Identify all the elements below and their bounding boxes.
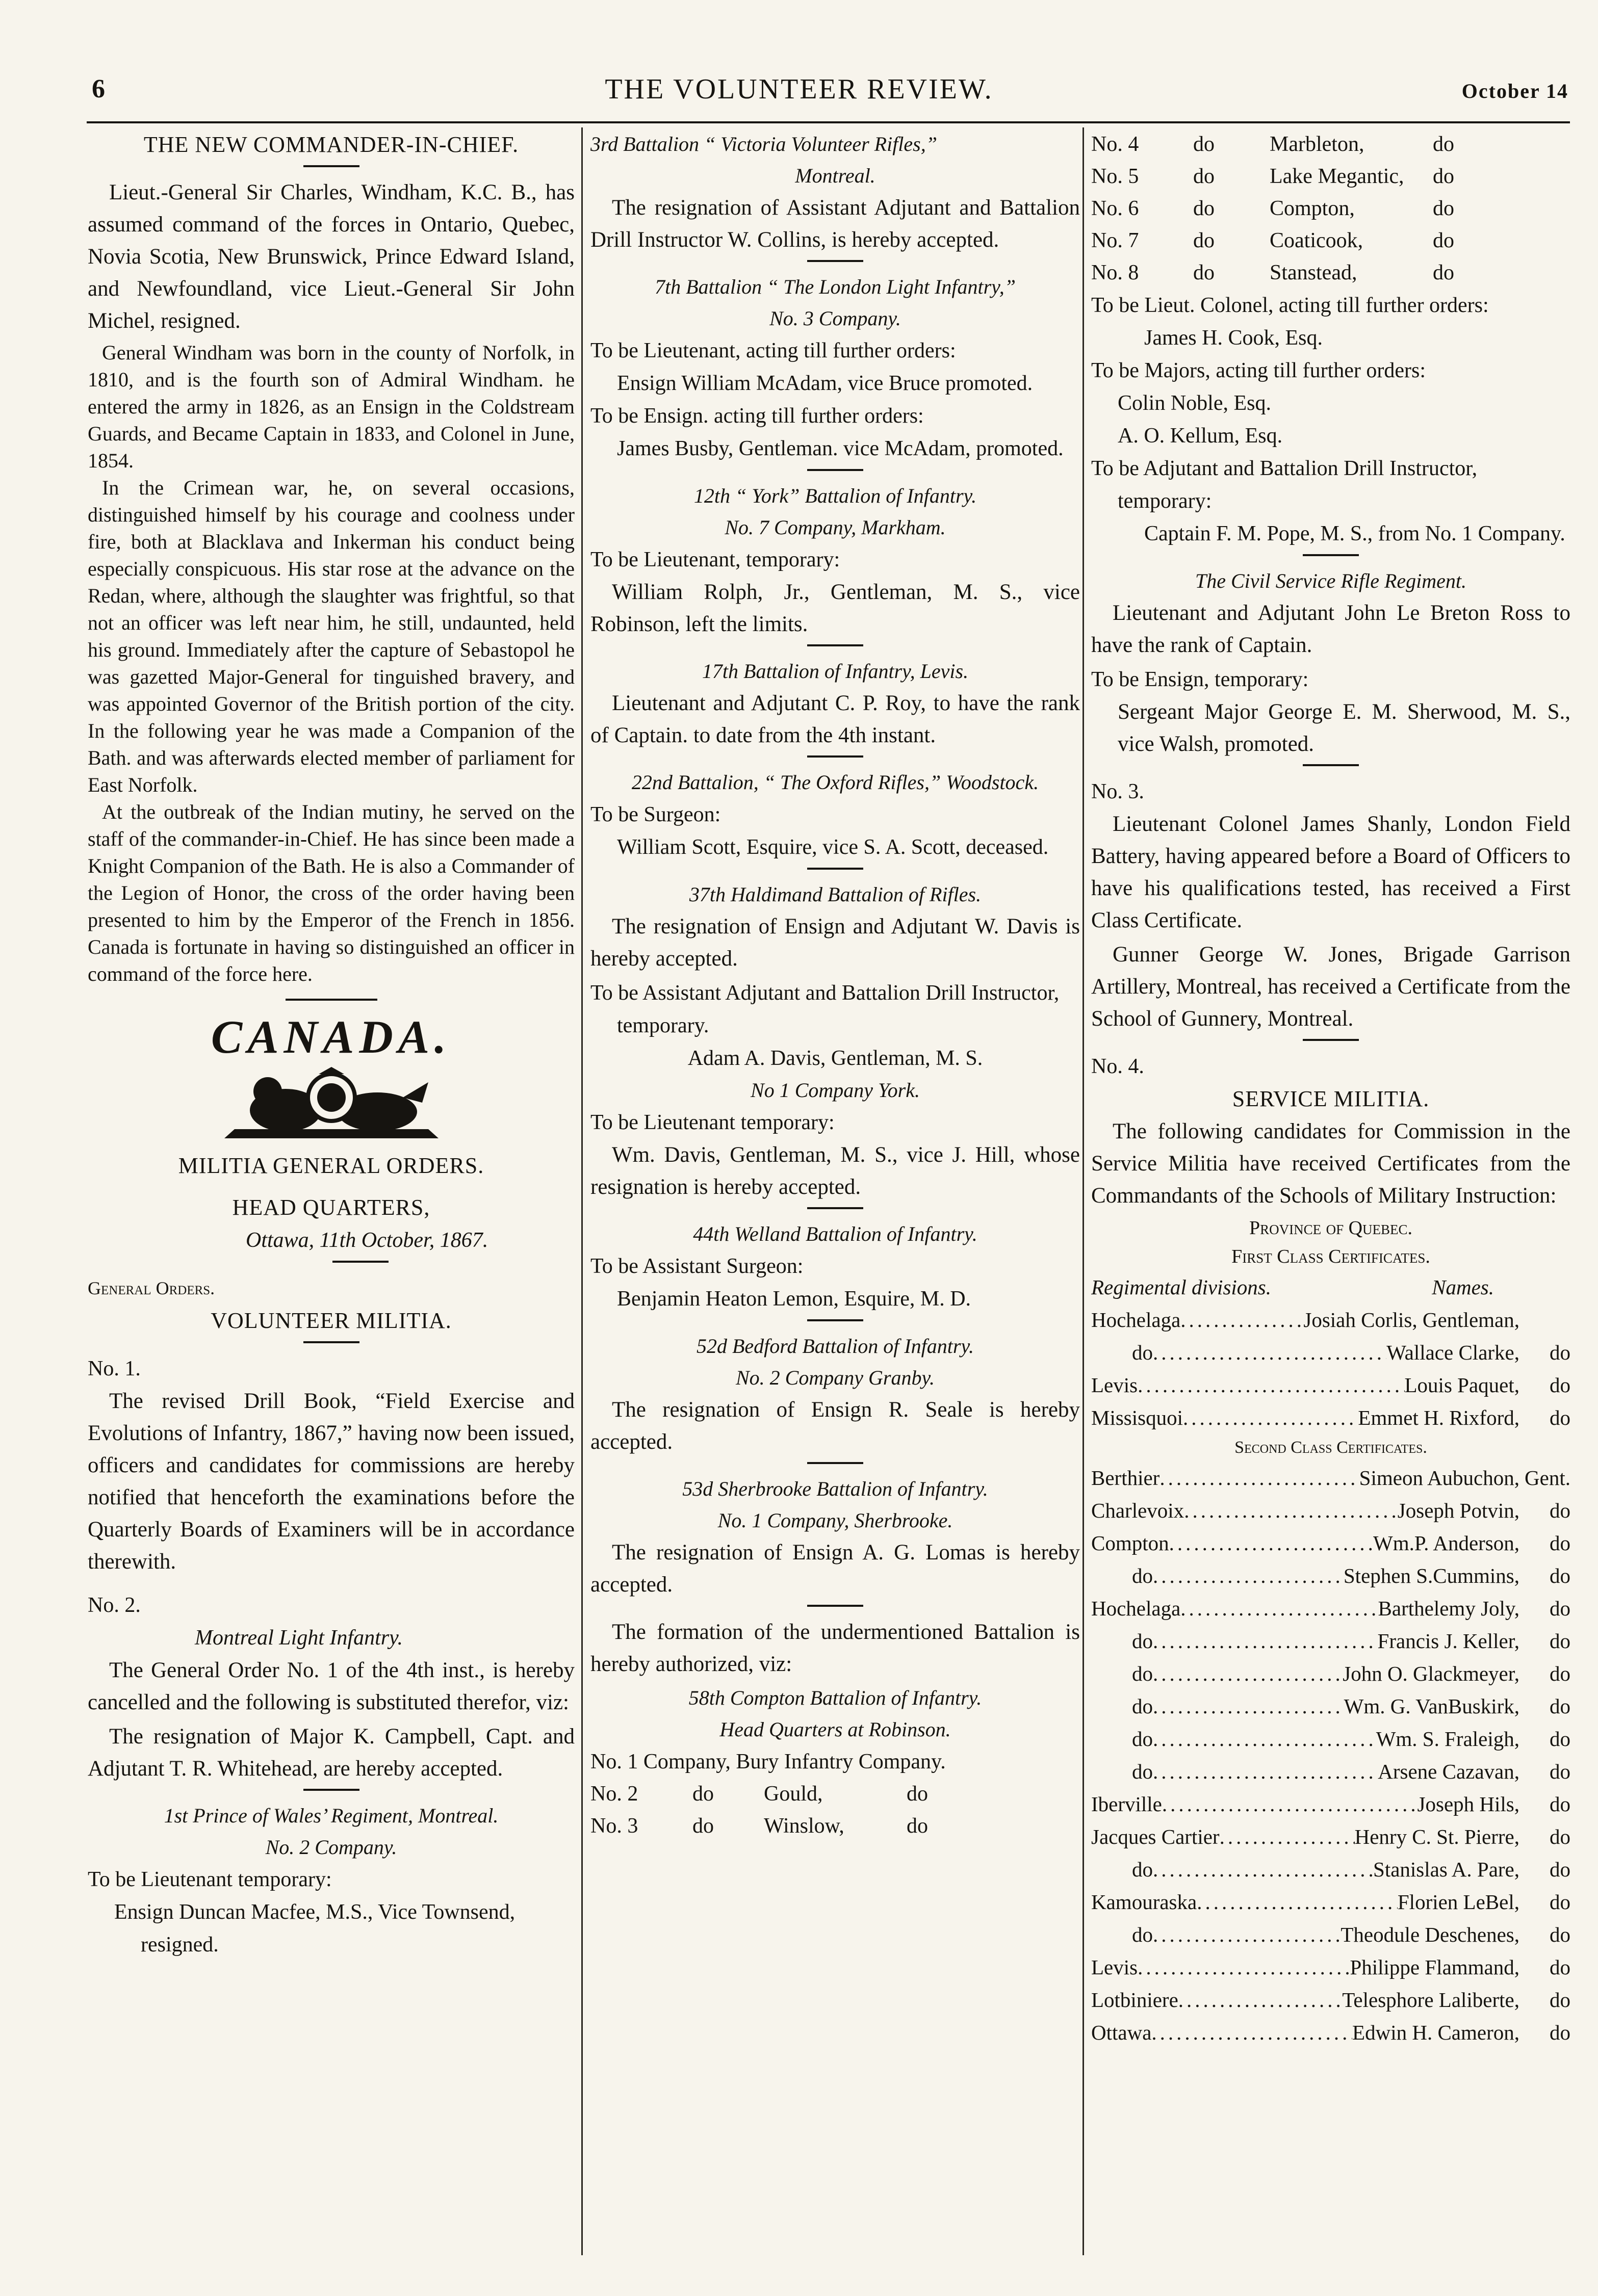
appointment-detail: William Rolph, Jr., Gentleman, M. S., vice Robinson, left the limits. [590,580,1080,636]
list-item [1091,1886,1570,1918]
section-rule [303,165,359,167]
battalion-heading: 58th Compton Battalion of Infantry. [688,1686,982,1709]
company-place: Marbleton, [1270,133,1364,156]
table-row [1091,128,1570,161]
section-rule [807,644,863,646]
list-item [1091,1527,1570,1559]
order-number: No. 2. [88,1594,141,1617]
section-rule [332,1261,389,1263]
battalion-heading: 12th “ York” Battalion of Infantry. [693,484,977,507]
list-item [1091,1755,1570,1788]
order-subheading: Montreal Light Infantry. [195,1626,403,1650]
table-row [590,1810,1080,1842]
order-paragraph: The resignation of Ensign R. Seale is hereby accepted. [590,1398,1080,1454]
order-paragraph: Gunner George W. Jones, Brigade Garrison Artillery, Montreal, has received a Certificate from the School of Gunnery, Montreal. [1091,943,1570,1031]
table-row [1091,161,1570,193]
regimental-division: do [1132,1858,1153,1881]
appointment-line: To be Majors, acting till further orders: [1091,359,1426,382]
appointment-detail: Colin Noble, Esq. [1118,392,1271,415]
order-paragraph: Lieutenant and Adjutant C. P. Roy, to have the rank of Captain. to date from the 4th instant. [590,691,1080,747]
battalion-heading: 17th Battalion of Infantry, Levis. [702,660,969,683]
article-paragraph: General Windham was born in the county of Norfolk, in 1810, and is the fourth son of Admiral Windham. he entered the army in 1826, as an Ensign in the Coldstream Guards, and Became Captain in 1833, and Colonel in June, 1854. [88,341,575,472]
ditto-mark: do [1193,261,1215,284]
article-paragraph: In the Crimean war, he, on several occasions, distinguished himself by his courage and coolness under fire, both at Blacklava and Inkerman his conduct being especially conspicuous. His star rose at the advance on the Redan, where, although the slaughter was frightful, so that not an officer was left near him, he still, undaunted, held his ground. Immediately after the capture of Sebastopol he was gazetted Major-General for tinguished bravery, and was appointed Governor of the British portion of the city. In the following year he was made a Companion of the Bath. and was afterwards elected member of parliament for East Norfolk. [88,476,575,796]
article-paragraph: Lieut.-General Sir Charles, Windham, K.C. B., has assumed command of the forces in Ontario, Quebec, Novia Scotia, New Brunswick, Prince Edward Island, and Newfoundland, vice Lieut.-General Sir John Michel, resigned. [88,180,575,333]
candidate-name: Wm.P. Anderson, [1373,1531,1519,1555]
company-line: No. 1 Company, Bury Infantry Company. [590,1750,946,1773]
regimental-division: do [1132,1629,1153,1653]
list-item [1091,1625,1570,1657]
appointment-detail: Benjamin Heaton Lemon, Esquire, M. D. [617,1287,971,1311]
volunteer-militia-heading: VOLUNTEER MILITIA. [211,1308,452,1333]
order-number: No. 4. [1091,1055,1144,1078]
order-paragraph: The formation of the undermentioned Battalion is hereby authorized, viz: [590,1620,1080,1676]
candidate-name: Theodule Deschenes, [1341,1923,1519,1946]
company-table [590,1778,1080,1842]
ditto-mark: do [1193,197,1215,220]
dot-leader [1153,1723,1376,1755]
company-heading: No. 2 Company. [265,1836,397,1859]
appointment-detail: Adam A. Davis, Gentleman, M. S. [687,1047,983,1070]
section-rule [807,755,863,758]
regimental-division: Iberville [1091,1792,1162,1816]
candidate-name: Stephen S.Cummins, [1343,1564,1519,1587]
candidate-rank: do [1550,1406,1570,1429]
candidate-name: Florien LeBel, [1397,1890,1519,1914]
list-item [1091,1559,1570,1592]
regimental-division: do [1132,1564,1153,1587]
orders-title: MILITIA GENERAL ORDERS. [178,1153,484,1178]
appointment-detail: William Scott, Esquire, vice S. A. Scott, deceased. [617,836,1049,859]
order-paragraph: The following candidates for Commission in the Service Militia have received Certificates from the Commandants of the Schools of Military Instruction: [1091,1119,1570,1208]
dot-leader [1178,1984,1342,2016]
candidate-rank: do [1550,1531,1570,1555]
ditto-mark: do [1433,165,1454,188]
candidate-name: Joseph Hils, [1417,1792,1519,1816]
company-heading: No 1 Company York. [751,1079,920,1102]
order-paragraph: Lieutenant and Adjutant John Le Breton Ross to have the rank of Captain. [1091,601,1570,657]
candidate-rank: Gent. [1525,1466,1570,1490]
dot-leader [1151,2016,1352,2049]
issue-date: October 14 [1461,80,1568,102]
candidate-rank: do [1550,2021,1570,2044]
article-paragraph: At the outbreak of the Indian mutiny, he served on the staff of the commander-in-Chief. He has since been made a Knight Companion of the Bath. He is also a Commander of the Legion of Honor, the cross of the order having been presented to him by the Emperor of the French in 1856. Canada is fortunate in having so distinguished an officer in command of the force here. [88,800,575,985]
dot-leader [1184,1494,1398,1527]
regimental-division: Ottawa [1091,2021,1152,2044]
order-paragraph: The resignation of Ensign and Adjutant W. Davis is hereby accepted. [590,915,1080,971]
regimental-division: do [1132,1662,1153,1685]
regimental-division: Lotbiniere [1091,1988,1178,2012]
column-three [1091,128,1570,2271]
appointment-line: To be Ensign, temporary: [1091,668,1309,691]
ditto-mark: do [1193,133,1215,156]
dot-leader [1180,1303,1303,1336]
header-rule [87,121,1570,123]
appointment-line: To be Ensign. acting till further orders: [590,404,924,428]
certificate-class-heading: Second Class Certificates. [1234,1438,1427,1457]
appointment-line: To be Lieutenant temporary: [590,1111,835,1134]
candidate-rank: do [1550,1792,1570,1816]
column-one [88,128,575,2271]
regimental-division: do [1132,1727,1153,1751]
regiment-heading: The Civil Service Rifle Regiment. [1195,569,1467,592]
regimental-division: Jacques Cartier [1091,1825,1220,1848]
order-paragraph: Lieutenant Colonel James Shanly, London Field Battery, having appeared before a Board of Officers to have his qualifications tested, has received a First Class Certificate. [1091,812,1570,932]
appointment-detail: A. O. Kellum, Esq. [1118,424,1283,448]
regimental-division: do [1132,1923,1153,1946]
regiment-heading: 1st Prince of Wales’ Regiment, Montreal. [164,1804,499,1827]
ditto-mark: do [1193,165,1215,188]
regimental-division: do [1132,1694,1153,1718]
candidate-name: Arsene Cazavan, [1378,1760,1519,1783]
section-rule [807,1319,863,1321]
dot-leader [1180,1592,1378,1625]
dot-leader [1169,1527,1373,1559]
company-place: Gould, [764,1782,823,1806]
candidate-rank: do [1550,1629,1570,1653]
candidate-rank: do [1550,1694,1570,1718]
candidate-name: Philippe Flammand, [1350,1955,1519,1979]
order-number: No. 1. [88,1357,141,1380]
order-number: No. 3. [1091,780,1144,803]
list-item [1091,1369,1570,1401]
candidate-name: Stanislas A. Pare, [1373,1858,1519,1881]
appointment-detail: Wm. Davis, Gentleman, M. S., vice J. Hill, whose resignation is hereby accepted. [590,1143,1080,1199]
table-row [1091,225,1570,257]
dot-leader [1153,1625,1378,1657]
regimental-division: Levis [1091,1373,1138,1397]
regimental-division: Compton [1091,1531,1169,1555]
column-divider [581,127,583,2255]
candidate-rank: do [1550,1923,1570,1946]
candidate-name: Wm. S. Fraleigh, [1376,1727,1519,1751]
candidate-name: Wm. G. VanBuskirk, [1344,1694,1519,1718]
company-place: Lake Megantic, [1270,165,1404,188]
dot-leader [1220,1820,1355,1853]
section-rule [286,999,377,1001]
column-two [590,128,1080,2271]
ditto-mark: do [907,1782,928,1806]
company-heading: No. 1 Company, Sherbrooke. [717,1509,953,1532]
company-heading: No. 7 Company, Markham. [725,516,946,539]
candidate-name: Wallace Clarke, [1386,1341,1519,1364]
section-rule [807,868,863,870]
list-item [1091,2016,1570,2049]
ditto-mark: do [1433,133,1454,156]
company-number: No. 2 [590,1782,638,1806]
list-item [1091,1592,1570,1625]
ditto-mark: do [1433,229,1454,252]
company-number: No. 8 [1091,261,1139,284]
dateline: Ottawa, 11th October, 1867. [246,1229,488,1252]
section-rule [1303,554,1359,556]
candidate-rank: do [1550,1890,1570,1914]
battalion-heading: 52d Bedford Battalion of Infantry. [696,1335,974,1358]
list-item [1091,1788,1570,1820]
dot-leader [1183,1401,1358,1434]
list-item [1091,1336,1570,1369]
candidate-name: Barthelemy Joly, [1378,1597,1519,1620]
regimental-division: Hochelaga [1091,1597,1181,1620]
candidate-name: John O. Glackmeyer, [1343,1662,1519,1685]
ditto-mark: do [692,1814,714,1838]
dot-leader [1153,1918,1341,1951]
headquarters-heading: Head Quarters at Robinson. [719,1718,951,1741]
table-row [1091,193,1570,225]
candidate-rank: do [1550,1727,1570,1751]
regimental-division: Kamouraska [1091,1890,1197,1914]
candidate-rank: do [1550,1988,1570,2012]
candidate-rank: do [1550,1341,1570,1364]
appointment-line: To be Adjutant and Battalion Drill Instructor, temporary: [1091,457,1478,513]
appointment-detail: James H. Cook, Esq. [1144,326,1323,350]
regimental-division: Missisquoi [1091,1406,1183,1429]
appointment-detail: Captain F. M. Pope, M. S., from No. 1 Company. [1144,522,1565,545]
appointment-detail: James Busby, Gentleman. vice McAdam, promoted. [617,437,1064,460]
candidate-rank: do [1550,1662,1570,1685]
list-header-row [1091,1271,1570,1303]
dot-leader [1153,1657,1343,1690]
appointment-line: To be Assistant Surgeon: [590,1255,804,1278]
section-rule [303,1341,359,1343]
appointment-line: To be Assistant Adjutant and Battalion Drill Instructor, temporary. [590,981,1060,1037]
section-rule [303,1789,359,1791]
candidate-rank: do [1550,1858,1570,1881]
ditto-mark: do [1193,229,1215,252]
list-item [1091,1657,1570,1690]
regimental-division: Levis [1091,1955,1138,1979]
battalion-heading: 3rd Battalion “ Victoria Volunteer Rifles,” [590,133,937,155]
list-item [1091,1853,1570,1886]
ditto-mark: do [907,1814,928,1838]
list-item [1091,1984,1570,2016]
company-number: No. 3 [590,1814,638,1838]
order-paragraph: The resignation of Ensign A. G. Lomas is hereby accepted. [590,1541,1080,1597]
appointment-detail: Ensign Duncan Macfee, M.S., Vice Townsend, resigned. [114,1900,516,1956]
candidate-rank: do [1550,1564,1570,1587]
section-rule [807,1605,863,1607]
company-number: No. 7 [1091,229,1139,252]
section-rule [1303,764,1359,766]
dot-leader [1162,1788,1417,1820]
divisions-column-header: Regimental divisions. [1091,1275,1272,1299]
order-paragraph: The General Order No. 1 of the 4th inst., is hereby cancelled and the following is substituted therefor, viz: [88,1658,575,1714]
appointment-line: To be Surgeon: [590,803,721,826]
dot-leader [1153,1690,1344,1723]
head-quarters: HEAD QUARTERS, [232,1195,430,1220]
dot-leader [1138,1951,1350,1984]
ditto-mark: do [1433,197,1454,220]
company-number: No. 6 [1091,197,1139,220]
battalion-heading: 44th Welland Battalion of Infantry. [693,1222,977,1245]
dot-leader [1153,1559,1344,1592]
candidate-name: Simeon Aubuchon, [1359,1466,1519,1490]
ditto-mark: do [692,1782,714,1806]
company-number: No. 5 [1091,165,1139,188]
company-number: No. 4 [1091,133,1139,156]
section-rule [1303,1039,1359,1041]
candidate-rank: do [1550,1760,1570,1783]
appointment-line: To be Lieutenant temporary: [88,1868,332,1891]
table-row [1091,257,1570,289]
general-orders-label: General Orders. [88,1278,215,1298]
masthead-title: THE VOLUNTEER REVIEW. [605,73,993,105]
company-table [1091,128,1570,289]
candidate-name: Emmet H. Rixford, [1358,1406,1519,1429]
company-place: Coaticook, [1270,229,1363,252]
candidate-name: Telesphore Laliberte, [1342,1988,1519,2012]
list-item [1091,1303,1570,1336]
order-paragraph: The resignation of Assistant Adjutant and Battalion Drill Instructor W. Collins, is hereby accepted. [590,196,1080,252]
list-item [1091,1690,1570,1723]
page-number: 6 [92,74,105,103]
names-column-header: Names. [1432,1275,1494,1299]
service-militia-heading: SERVICE MILITIA. [1232,1086,1430,1111]
appointment-line: To be Lieutenant, acting till further orders: [590,339,956,362]
candidate-rank: do [1550,1373,1570,1397]
royal-arms-emblem [219,1067,444,1143]
order-paragraph: The resignation of Major K. Campbell, Capt. and Adjutant T. R. Whitehead, are hereby accepted. [88,1725,575,1781]
candidate-name: Joseph Potvin, [1397,1499,1519,1522]
candidate-rank: do [1550,1499,1570,1522]
list-item [1091,1494,1570,1527]
battalion-heading: 53d Sherbrooke Battalion of Infantry. [682,1477,988,1500]
section-rule [807,1207,863,1209]
order-paragraph: The revised Drill Book, “Field Exercise and Evolutions of Infantry, 1867,” having now been issued, officers and candidates for commissions are hereby notified that henceforth the examinations before the Quarterly Boards of Examiners will be in accordance therewith. [88,1389,575,1574]
battalion-heading: 22nd Battalion, “ The Oxford Rifles,” Woodstock. [631,771,1039,794]
battalion-location: Montreal. [795,164,875,187]
regimental-division: Hochelaga [1091,1308,1181,1332]
list-item [1091,1918,1570,1951]
section-rule [807,1462,863,1464]
regimental-division: Berthier [1091,1466,1160,1490]
company-place: Winslow, [764,1814,844,1838]
list-item [1091,1951,1570,1984]
province-heading: Province of Quebec. [1249,1217,1413,1239]
appointment-line: To be Lieut. Colonel, acting till further orders: [1091,294,1489,317]
regimental-division: do [1132,1760,1153,1783]
ditto-mark: do [1433,261,1454,284]
first-class-list [1091,1303,1570,1434]
candidate-name: Henry C. St. Pierre, [1354,1825,1519,1848]
candidate-name: Josiah Corlis, Gentleman, [1303,1308,1519,1332]
dot-leader [1153,1755,1378,1788]
certificate-class-heading: First Class Certificates. [1231,1246,1430,1267]
candidate-name: Francis J. Keller, [1377,1629,1519,1653]
list-item [1091,1462,1570,1494]
list-item [1091,1820,1570,1853]
appointment-line: To be Lieutenant, temporary: [590,548,840,571]
article-title: THE NEW COMMANDER-IN-CHIEF. [143,132,519,157]
company-heading: No. 2 Company Granby. [736,1366,935,1389]
second-class-list [1091,1462,1570,2049]
list-item [1091,1401,1570,1434]
dot-leader [1153,1853,1373,1886]
appointment-detail: Sergeant Major George E. M. Sherwood, M. S., vice Walsh, promoted. [1118,700,1570,756]
section-rule [807,260,863,262]
regimental-division: Charlevoix [1091,1499,1184,1522]
candidate-rank: do [1550,1825,1570,1848]
battalion-heading: 37th Haldimand Battalion of Rifles. [689,883,982,906]
regimental-division: do [1132,1341,1153,1364]
battalion-heading: 7th Battalion “ The London Light Infantry,” [655,275,1016,298]
dot-leader [1197,1886,1398,1918]
company-place: Compton, [1270,197,1355,220]
candidate-name: Louis Paquet, [1404,1373,1519,1397]
company-heading: No. 3 Company. [769,307,901,330]
dot-leader [1159,1462,1359,1494]
list-item [1091,1723,1570,1755]
candidate-name: Edwin H. Cameron, [1352,2021,1519,2044]
table-row [590,1778,1080,1810]
company-place: Stanstead, [1270,261,1357,284]
section-title-canada: CANADA. [211,1011,452,1063]
candidate-rank: do [1550,1955,1570,1979]
appointment-detail: Ensign William McAdam, vice Bruce promoted. [617,372,1033,395]
dot-leader [1138,1369,1404,1401]
section-rule [807,469,863,471]
column-divider [1082,127,1084,2255]
dot-leader [1153,1336,1386,1369]
page-header [0,0,1598,122]
candidate-rank: do [1550,1597,1570,1620]
